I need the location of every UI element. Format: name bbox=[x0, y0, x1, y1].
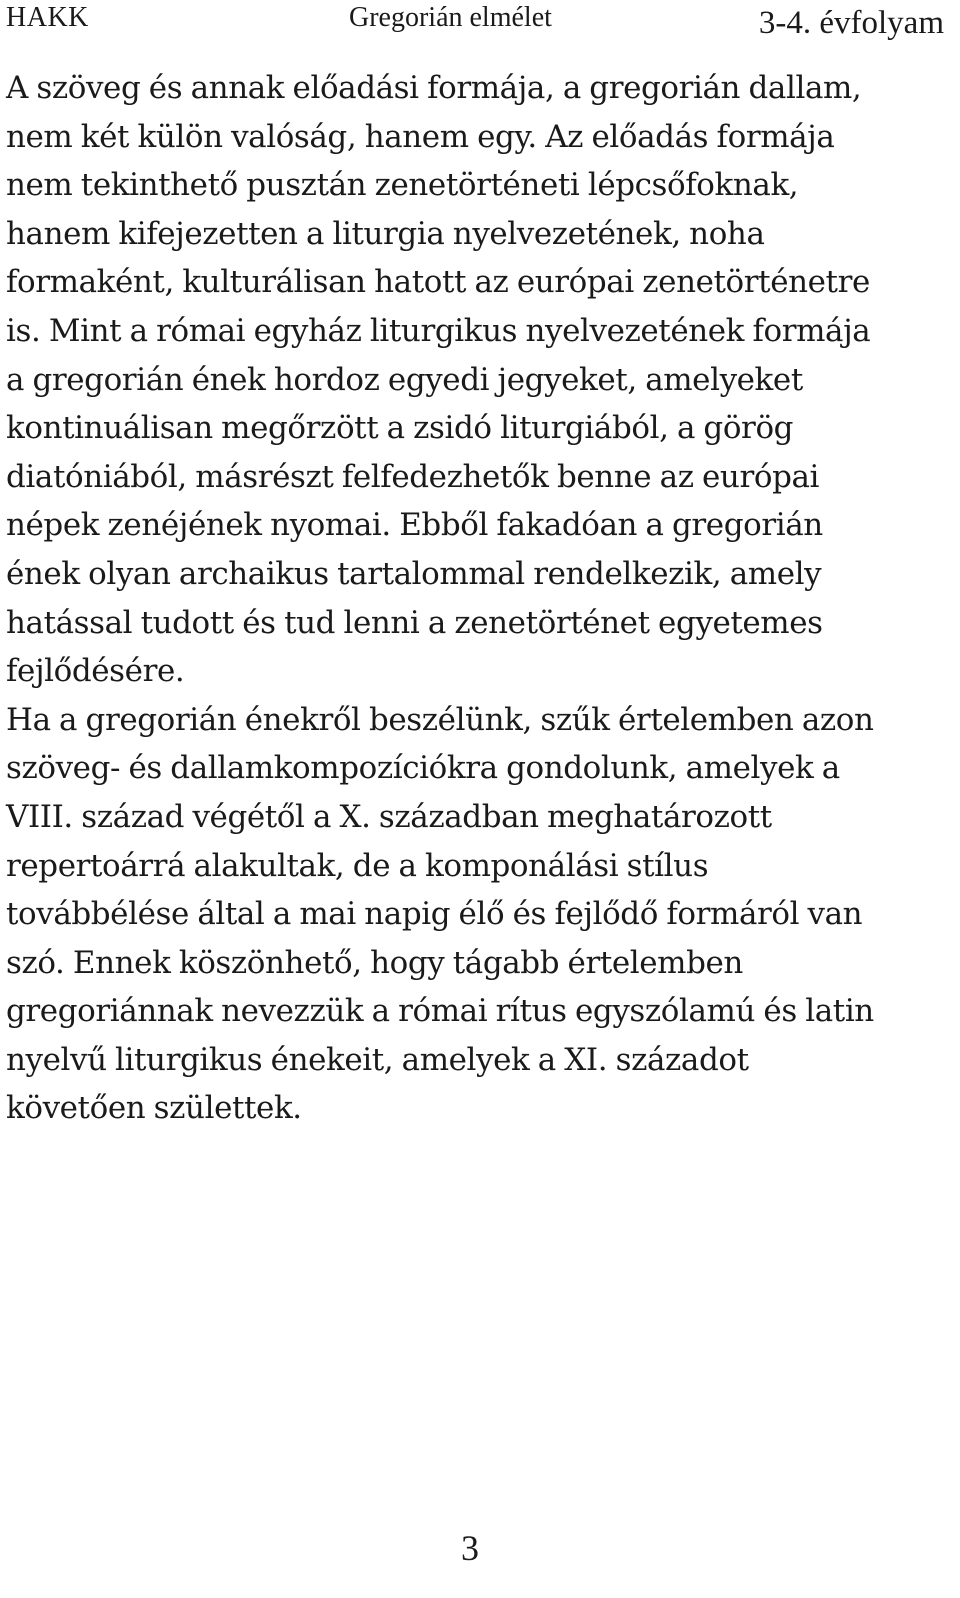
text-line: VIII. század végétől a X. században meghatározott bbox=[6, 798, 772, 835]
text-line: hatással tudott és tud lenni a zenetörténet egyetemes bbox=[6, 604, 823, 641]
text-line: Ha a gregorián énekről beszélünk, szűk értelemben azon bbox=[6, 701, 874, 738]
paragraph bbox=[6, 696, 956, 1133]
page-number: 3 bbox=[461, 1528, 479, 1568]
text-line: ének olyan archaikus tartalommal rendelkezik, amely bbox=[6, 555, 822, 592]
text-line: nem két külön valóság, hanem egy. Az előadás formája bbox=[6, 118, 835, 155]
text-line: szöveg- és dallamkompozíciókra gondolunk, amelyek a bbox=[6, 750, 840, 787]
paragraph bbox=[6, 64, 956, 696]
text-line: formaként, kulturálisan hatott az európai zenetörténetre bbox=[6, 264, 870, 301]
text-line: is. Mint a római egyház liturgikus nyelvezetének formája bbox=[6, 312, 871, 349]
text-line: nyelvű liturgikus énekeit, amelyek a XI. századot bbox=[6, 1041, 749, 1078]
text-line: gregoriánnak nevezzük a római rítus egyszólamú és latin bbox=[6, 993, 874, 1030]
text-line: nem tekinthető pusztán zenetörténeti lépcsőfoknak, bbox=[6, 167, 799, 204]
text-line: szó. Ennek köszönhető, hogy tágabb értelemben bbox=[6, 944, 743, 981]
text-line: kontinuálisan megőrzött a zsidó liturgiából, a görög bbox=[6, 410, 794, 447]
page-header bbox=[0, 0, 960, 50]
text-line: követően születtek. bbox=[6, 1090, 302, 1127]
text-line: diatóniából, másrészt felfedezhetők benne az európai bbox=[6, 458, 820, 495]
text-line: fejlődésére. bbox=[6, 653, 185, 690]
header-grade-label: 3-4. évfolyam bbox=[758, 5, 944, 41]
text-line: népek zenéjének nyomai. Ebből fakadóan a gregorián bbox=[6, 507, 823, 544]
text-line: hanem kifejezetten a liturgia nyelvezetének, noha bbox=[6, 215, 765, 252]
text-line: a gregorián ének hordoz egyedi jegyeket, amelyeket bbox=[6, 361, 803, 398]
header-left-label: HAKK bbox=[6, 2, 89, 33]
text-line: továbbélése által a mai napig élő és fejlődő formáról van bbox=[6, 896, 863, 933]
header-title: Gregorián elmélet bbox=[349, 2, 552, 33]
text-line: repertoárrá alakultak, de a komponálási stílus bbox=[6, 847, 709, 884]
text-line: A szöveg és annak előadási formája, a gregorián dallam, bbox=[6, 70, 862, 106]
body-text bbox=[6, 64, 956, 1133]
